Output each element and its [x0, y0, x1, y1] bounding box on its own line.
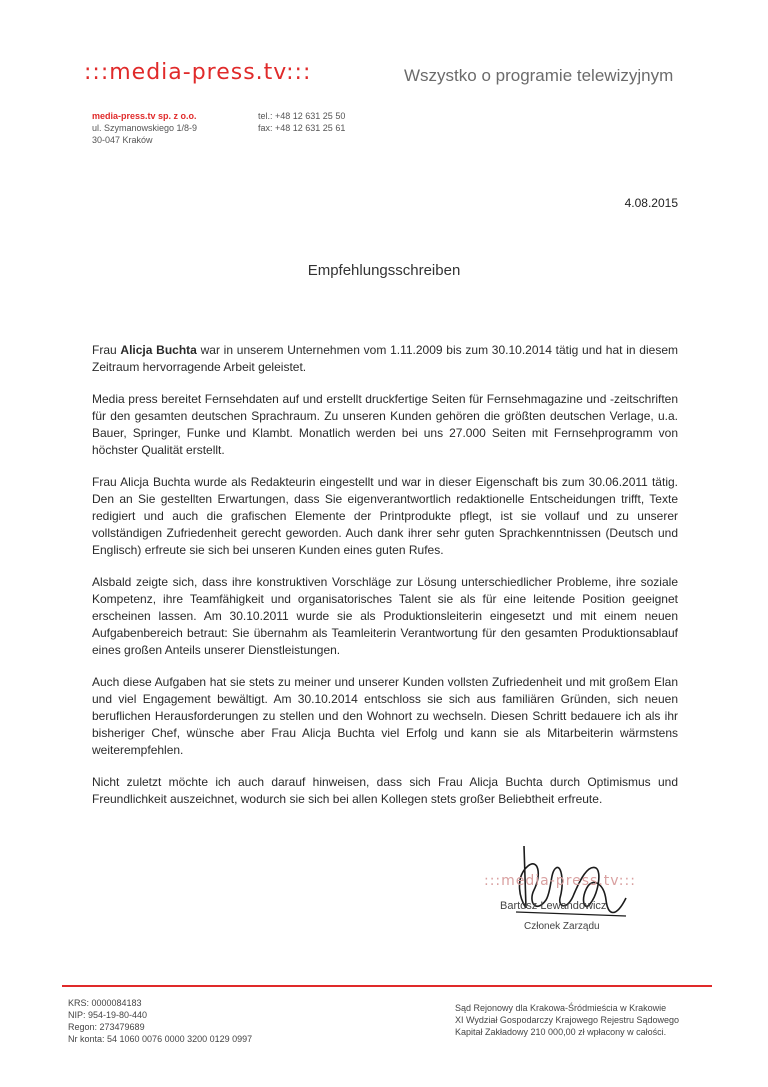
paragraph-departure: Auch diese Aufgaben hat sie stets zu meiner und unserer Kunden vollsten Zufriedenheit und mit großem Elan und viel Engagement bewältigt. Am 30.10.2014 entschloss sie sich aus familiären Gründen, sich neuen beruflichen Herausforderungen zu stellen und den Wohnort zu wechseln. Diesen Schritt bedauere ich als ihr bisheriger Chef, wünsche aber Frau Alicja Buchta viel Erfolg und kann sie als Mitarbeiterin wärmstens weiterempfehlen.	[92, 675, 678, 757]
krs-number: KRS: 0000084183	[68, 998, 142, 1008]
phone-number: tel.: +48 12 631 25 50	[258, 111, 346, 121]
sender-address	[92, 110, 197, 146]
letter-title: Empfehlungsschreiben	[307, 262, 461, 279]
fax-number: fax: +48 12 631 25 61	[258, 123, 346, 133]
share-capital: Kapitał Zakładowy 210 000,00 zł wpłacony w całości.	[455, 1027, 667, 1037]
footer-registration	[68, 997, 252, 1045]
court-name: Sąd Rejonowy dla Krakowa-Śródmieścia w Krakowie	[455, 1003, 667, 1013]
footer-court-info	[455, 1002, 679, 1038]
paragraph-company: Media press bereitet Fernsehdaten auf und erstellt druckfertige Seiten für Fernsehmagazine und -zeitschriften für den gesamten deutschen Sprachraum. Zu unseren Kunden gehören die größten deutschen Verlage, u.a. Bauer, Springer, Funke und Klambt. Monatlich werden bei uns 27.000 Seiten mit Fernsehprogramm von höchster Qualität erstellt.	[92, 392, 678, 457]
street-address: ul. Szymanowskiego 1/8-9	[92, 123, 198, 133]
paragraph-closing: Nicht zuletzt möchte ich auch darauf hinweisen, dass sich Frau Alicja Buchta durch Optimismus und Freundlichkeit auszeichnet, wodurch sie sich bei allen Kollegen stets großer Beliebtheit erfreute.	[92, 775, 678, 806]
company-tagline: Wszystko o programie telewizyjnym	[404, 66, 674, 85]
signer-name: Bartosz Lewandowicz	[500, 900, 607, 912]
signer-role: Członek Zarządu	[524, 921, 600, 932]
paragraph-intro	[92, 342, 678, 376]
company-logo: :::media-press.tv:::	[84, 60, 312, 85]
city-address: 30-047 Kraków	[92, 135, 153, 145]
intro-prefix: Frau	[92, 343, 121, 357]
paragraph-editor-role: Frau Alicja Buchta wurde als Redakteurin eingestellt und war in dieser Eigenschaft bis zum 30.06.2011 tätig. Den an Sie gestellten Erwartungen, dass Sie eigenverantwortlich redaktionelle Entscheidungen trifft, Texte redigiert und auch die grafischen Elemente der Printprodukte pflegt, ist sie vollauf und zu unserer vollständigen Zufriedenheit gerecht geworden. Auch dank ihrer sehr guten Sprachkenntnissen (Deutsch und Englisch) erfreute sie sich bei unseren Kunden eines guten Rufes.	[92, 475, 678, 557]
employee-name: Alicja Buchta	[120, 343, 197, 357]
regon-number: Regon: 273479689	[68, 1022, 145, 1032]
intro-rest: war in unserem Unternehmen vom 1.11.2009 bis zum 30.10.2014 tätig und hat in diesem Zeitraum hervorragende Arbeit geleistet.	[92, 343, 678, 374]
company-name: media-press.tv sp. z o.o.	[92, 111, 197, 121]
nip-number: NIP: 954-19-80-440	[68, 1010, 148, 1020]
court-department: XI Wydział Gospodarczy Krajowego Rejestru Sądowego	[455, 1015, 680, 1025]
letter-date: 4.08.2015	[624, 196, 678, 210]
bank-account: Nr konta: 54 1060 0076 0000 3200 0129 0997	[68, 1034, 253, 1044]
contact-info	[258, 110, 345, 134]
company-stamp: :::media-press.tv:::	[484, 873, 636, 889]
letter-body	[92, 342, 678, 823]
footer-divider	[62, 985, 712, 987]
paragraph-promotion: Alsbald zeigte sich, dass ihre konstruktiven Vorschläge zur Lösung unterschiedlicher Probleme, ihre soziale Kompetenz, ihre Teamfähigkeit und organisatorisches Talent sie als für eine leitende Position geeignet erscheinen lassen. Am 30.10.2011 wurde sie als Produktionsleiterin eingesetzt und mit einem neuen Aufgabenbereich betraut: Sie übernahm als Teamleiterin Verantwortung für den gesamten Produktionsablauf eines großen Anteils unserer Dienstleistungen.	[92, 575, 678, 657]
